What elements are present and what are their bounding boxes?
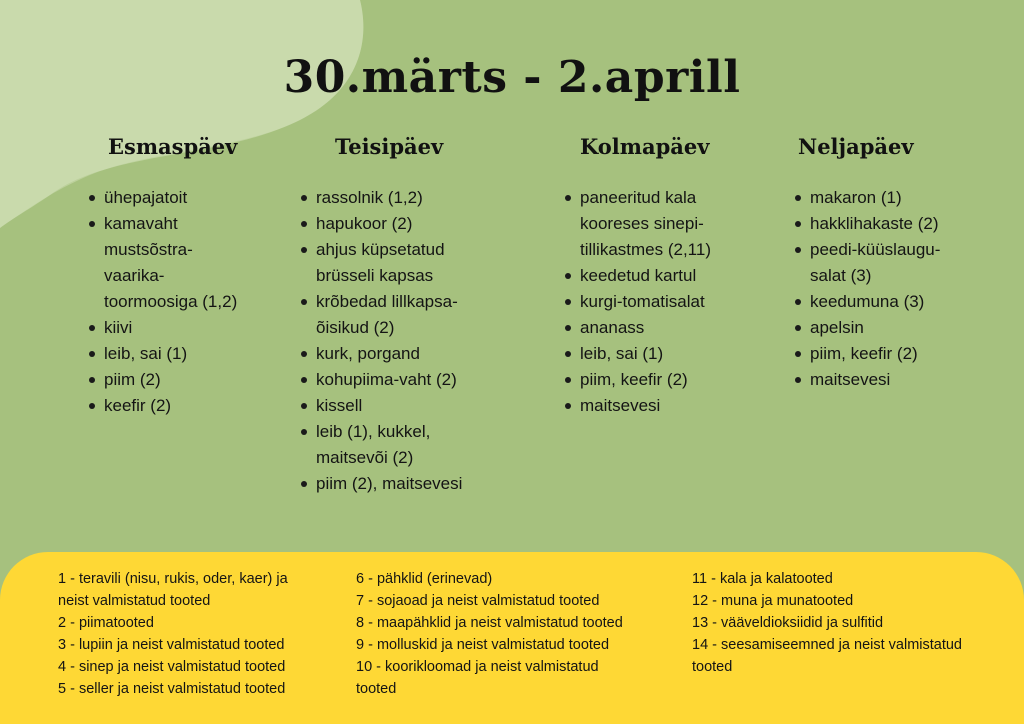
menu-item: piim (2) xyxy=(86,367,237,393)
menu-item: ühepajatoit xyxy=(86,185,237,211)
menu-item: leib (1), kukkel, maitsevõi (2) xyxy=(298,419,462,471)
menu-item: leib, sai (1) xyxy=(562,341,711,367)
menu-item: hakklihakaste (2) xyxy=(792,211,940,237)
menu-item: keedetud kartul xyxy=(562,263,711,289)
day-heading: Kolmapäev xyxy=(580,134,710,159)
legend-entry: 12 - muna ja munatooted xyxy=(692,593,854,609)
legend-entry: 3 - lupiin ja neist valmistatud tooted xyxy=(58,637,285,653)
day-column-monday xyxy=(86,134,237,419)
menu-item: paneeritud kala kooreses sinepi- tillikastmes (2,11) xyxy=(562,185,711,263)
day-heading: Neljapäev xyxy=(798,134,914,159)
day-column-wednesday xyxy=(562,134,711,419)
legend-entry: 9 - molluskid ja neist valmistatud tooted xyxy=(356,637,610,653)
day-heading: Esmaspäev xyxy=(108,134,238,159)
legend-entry: 14 - seesamiseemned ja neist valmistatud tooted xyxy=(692,637,962,675)
legend-entry: 1 - teravili (nisu, rukis, oder, kaer) ja neist valmistatud tooted xyxy=(58,571,288,609)
menu-item: apelsin xyxy=(792,315,940,341)
menu-item: piim, keefir (2) xyxy=(562,367,711,393)
legend-entry: 7 - sojaoad ja neist valmistatud tooted xyxy=(356,593,600,609)
menu-item: kurgi-tomatisalat xyxy=(562,289,711,315)
menu-item: maitsevesi xyxy=(562,393,711,419)
menu-item: kissell xyxy=(298,393,462,419)
menu-item: keefir (2) xyxy=(86,393,237,419)
legend-entry: 4 - sinep ja neist valmistatud tooted xyxy=(58,659,286,675)
legend-entry: 11 - kala ja kalatooted xyxy=(692,571,833,587)
legend-column xyxy=(58,568,288,700)
menu-list xyxy=(86,185,237,419)
menu-item: peedi-küüslaugu- salat (3) xyxy=(792,237,940,289)
menu-item: krõbedad lillkapsa- õisikud (2) xyxy=(298,289,462,341)
legend-column xyxy=(356,568,623,700)
menu-item: hapukoor (2) xyxy=(298,211,462,237)
menu-item: kamavaht mustsõstra- vaarika- toormoosiga (1,2) xyxy=(86,211,237,315)
page-title: 30.märts - 2.aprill xyxy=(283,52,741,103)
menu-item: leib, sai (1) xyxy=(86,341,237,367)
menu-item: rassolnik (1,2) xyxy=(298,185,462,211)
menu-item: ahjus küpsetatud brüsseli kapsas xyxy=(298,237,462,289)
day-column-thursday xyxy=(792,134,940,393)
day-column-tuesday xyxy=(298,134,462,497)
menu-item: kohupiima-vaht (2) xyxy=(298,367,462,393)
menu-item: piim (2), maitsevesi xyxy=(298,471,462,497)
legend-entry: 5 - seller ja neist valmistatud tooted xyxy=(58,681,286,697)
menu-item: keedumuna (3) xyxy=(792,289,940,315)
menu-item: maitsevesi xyxy=(792,367,940,393)
menu-item: kiivi xyxy=(86,315,237,341)
menu-item: makaron (1) xyxy=(792,185,940,211)
legend-entry: 2 - piimatooted xyxy=(58,615,154,631)
legend-entry: 8 - maapähklid ja neist valmistatud tooted xyxy=(356,615,623,631)
allergen-legend xyxy=(0,552,1024,724)
legend-entry: 6 - pähklid (erinevad) xyxy=(356,571,493,587)
menu-item: kurk, porgand xyxy=(298,341,462,367)
legend-entry: 13 - vääveldioksiidid ja sulfitid xyxy=(692,615,884,631)
legend-column xyxy=(692,568,962,678)
menu-item: ananass xyxy=(562,315,711,341)
day-heading: Teisipäev xyxy=(335,134,444,159)
legend-entry: 10 - koorikloomad ja neist valmistatud tooted xyxy=(356,659,599,697)
menu-item: piim, keefir (2) xyxy=(792,341,940,367)
menu-list xyxy=(562,185,711,419)
menu-list xyxy=(298,185,462,497)
menu-list xyxy=(792,185,940,393)
